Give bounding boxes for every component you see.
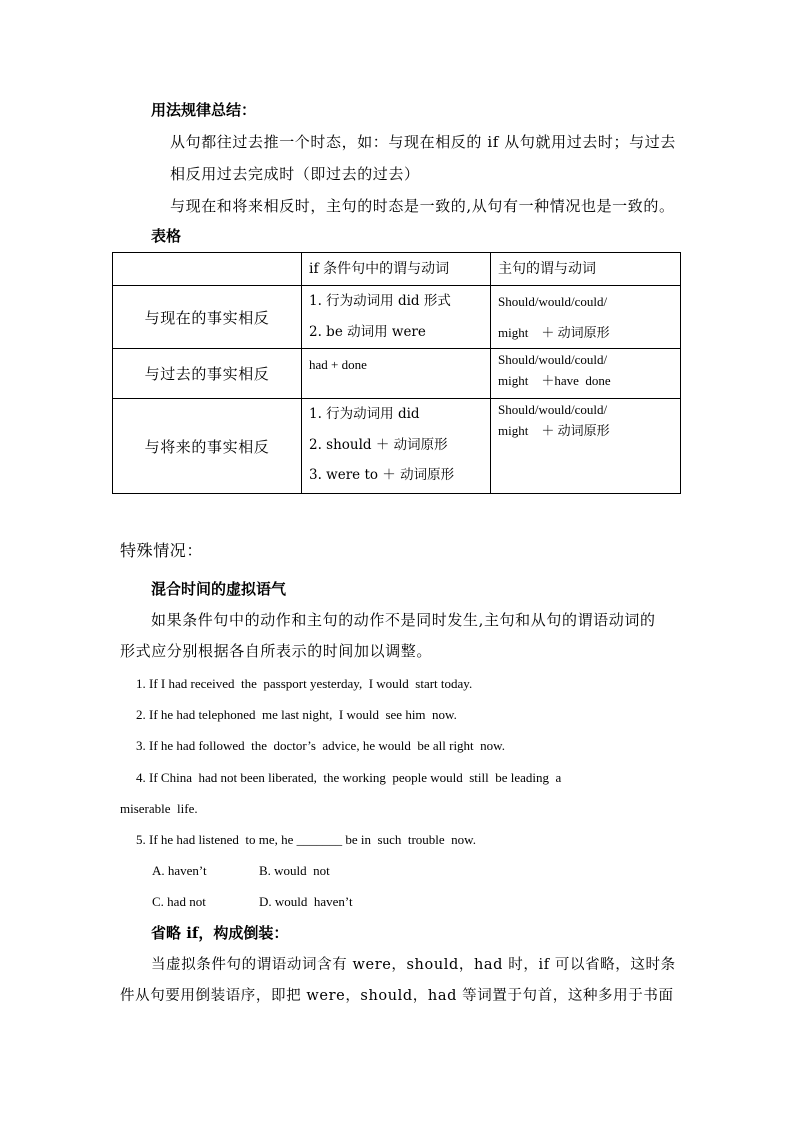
- main-line: might ＋ 动词原形: [498, 325, 610, 340]
- option-a: A. haven’t: [152, 863, 207, 878]
- if-clause-cell: [302, 349, 491, 399]
- if-line: 2. should ＋ 动词原形: [309, 436, 448, 453]
- summary-line-2: 相反用过去完成时（即过去的过去）: [170, 165, 420, 183]
- if-line: had + done: [309, 357, 367, 372]
- table-title: 表格: [151, 227, 182, 245]
- example-sentence: 1. If I had received the passport yesterday, I would start today.: [136, 676, 473, 691]
- option-b: B. would not: [259, 863, 330, 878]
- example-question: 5. If he had listened to me, he _______ be in such trouble now.: [136, 832, 476, 847]
- if-clause-cell: [302, 286, 491, 349]
- header-cell-if-clause: [302, 253, 491, 286]
- table-row-future: [113, 399, 681, 494]
- main-line: might ＋have done: [498, 373, 611, 388]
- table-header-row: [113, 253, 681, 286]
- main-clause-cell: [491, 349, 681, 399]
- mixed-time-desc-1: 如果条件句中的动作和主句的动作不是同时发生,主句和从句的谓语动词的: [151, 611, 656, 629]
- main-line: might ＋ 动词原形: [498, 423, 610, 438]
- omit-if-desc-2: 件从句要用倒装语序，即把 were，should，had 等词置于句首，这种多用于书面: [120, 988, 674, 1004]
- if-line: 1. 行为动词用 did 形式: [309, 293, 451, 309]
- table-row-past: [113, 349, 681, 399]
- main-clause-cell: [491, 399, 681, 494]
- row-label-future: 与将来的事实相反: [144, 437, 270, 456]
- mixed-time-desc-2: 形式应分别根据各自所表示的时间加以调整。: [120, 642, 433, 660]
- if-line: 1. 行为动词用 did: [309, 406, 420, 422]
- if-line: 3. were to ＋ 动词原形: [309, 467, 455, 483]
- table-row-present: [113, 286, 681, 349]
- option-c: C. had not: [152, 894, 206, 909]
- special-heading: 特殊情况：: [120, 541, 204, 560]
- row-label-cell: [113, 399, 302, 494]
- omit-if-title: 省略 if，构成倒装：: [151, 924, 289, 942]
- example-sentence-continuation: miserable life.: [120, 801, 198, 816]
- header-if-clause-label: if 条件句中的谓与动词: [309, 261, 450, 277]
- header-cell-main-clause: [491, 253, 681, 286]
- subjunctive-table: [112, 252, 681, 494]
- if-clause-cell: [302, 399, 491, 494]
- example-sentence: 2. If he had telephoned me last night, I would see him now.: [136, 707, 457, 722]
- main-line: Should/would/could/: [498, 352, 608, 367]
- mixed-time-title: 混合时间的虚拟语气: [151, 580, 287, 598]
- option-d: D. would haven’t: [259, 894, 353, 909]
- main-line: Should/would/could/: [498, 402, 608, 417]
- row-label-cell: [113, 349, 302, 399]
- header-cell-empty: [113, 253, 302, 286]
- row-label-past: 与过去的事实相反: [144, 365, 270, 383]
- summary-line-3: 与现在和将来相反时，主句的时态是一致的,从句有一种情况也是一致的。: [170, 197, 675, 215]
- omit-if-desc-1: 当虚拟条件句的谓语动词含有 were，should，had 时，if 可以省略，这时条: [151, 957, 676, 973]
- row-label-cell: [113, 286, 302, 349]
- header-main-clause-label: 主句的谓与动词: [498, 261, 596, 277]
- example-sentence: 4. If China had not been liberated, the working people would still be leading a: [136, 770, 562, 785]
- row-label-present: 与现在的事实相反: [144, 308, 270, 327]
- summary-heading: 用法规律总结：: [151, 101, 257, 119]
- summary-line-1: 从句都往过去推一个时态，如：与现在相反的 if 从句就用过去时；与过去: [170, 133, 676, 151]
- if-line: 2. be 动词用 were: [309, 323, 426, 340]
- example-sentence: 3. If he had followed the doctor’s advice, he would be all right now.: [136, 738, 505, 753]
- main-line: Should/would/could/: [498, 294, 608, 309]
- main-clause-cell: [491, 286, 681, 349]
